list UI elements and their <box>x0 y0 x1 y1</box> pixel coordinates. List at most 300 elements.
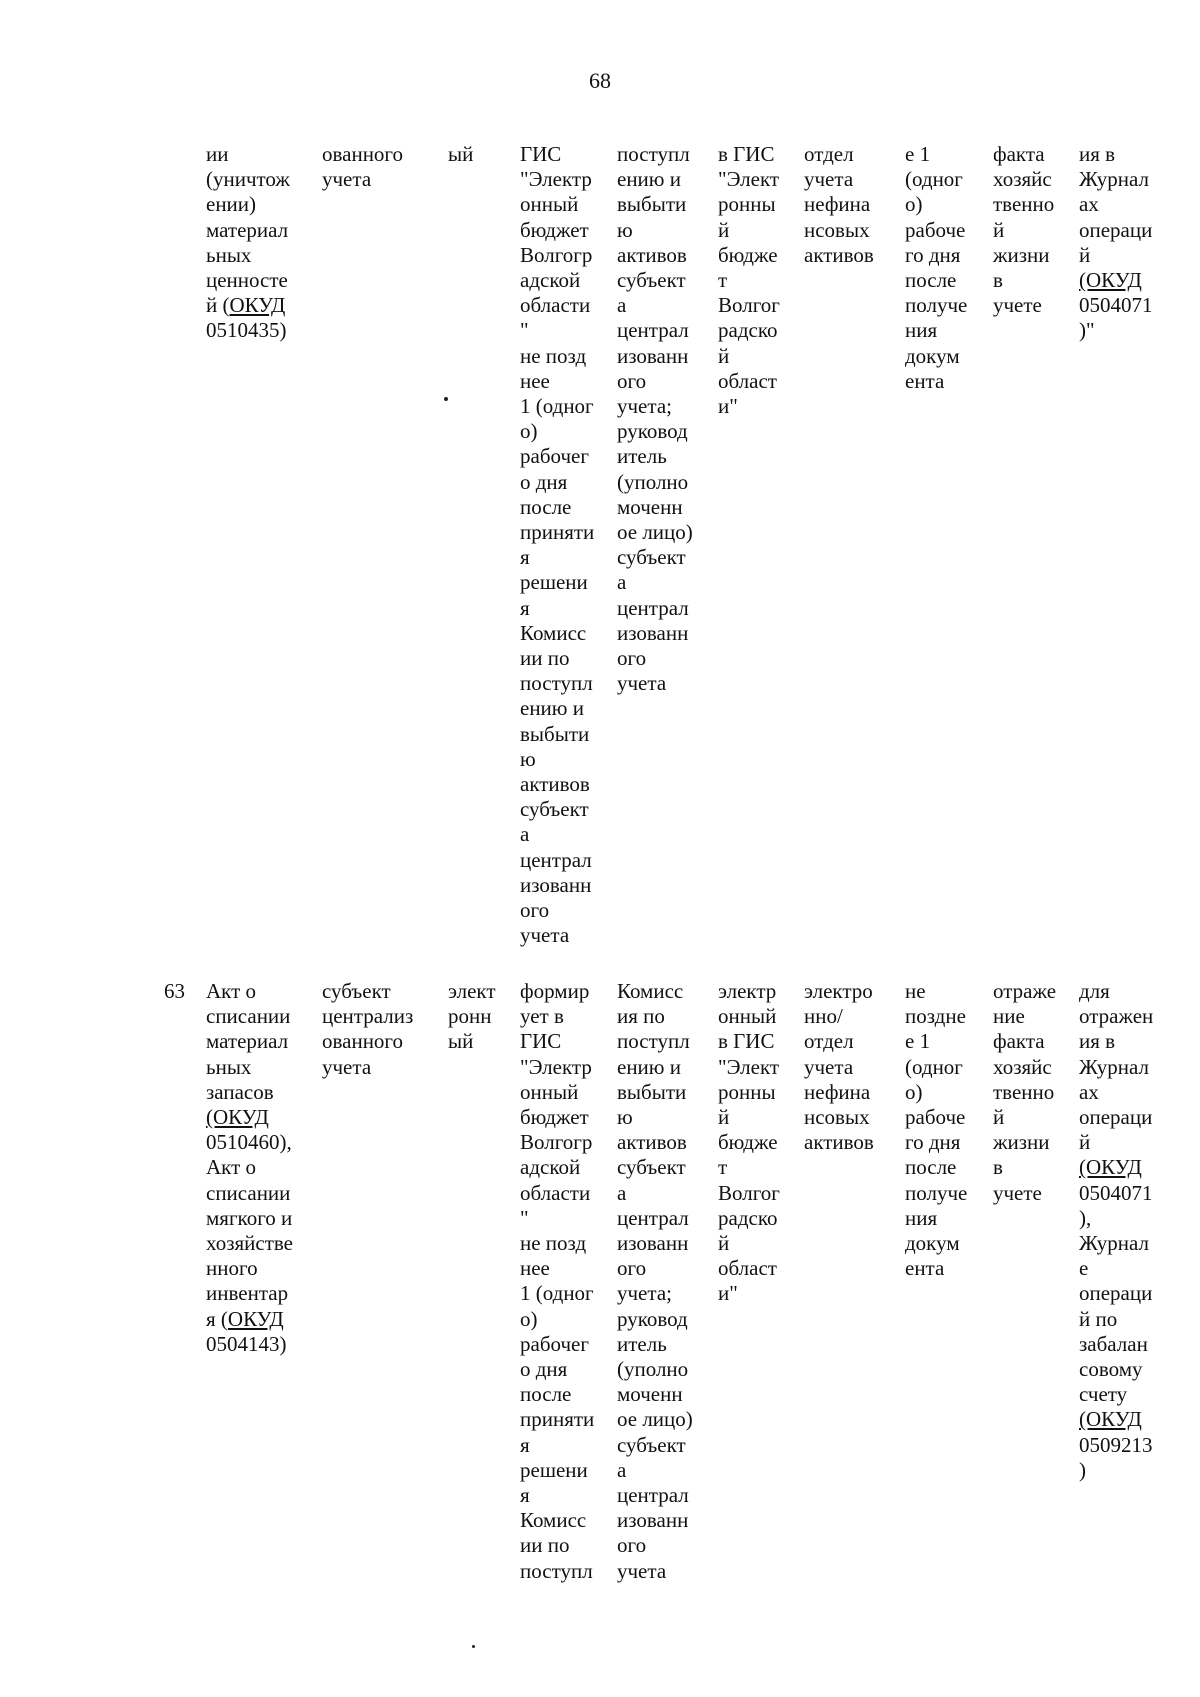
cell-line <box>520 898 594 923</box>
cell-text: списании <box>206 1004 291 1029</box>
cell-text: поступл <box>617 1029 690 1054</box>
cell-line <box>718 167 780 192</box>
cell-line <box>206 1080 293 1105</box>
cell-text: го дня <box>905 242 961 267</box>
cell-line <box>617 419 693 444</box>
cell-text: нсовых <box>804 217 870 242</box>
cell-text: централ <box>520 847 592 872</box>
cell-line <box>322 1029 413 1054</box>
cell-line <box>520 243 594 268</box>
cell-line <box>617 167 693 192</box>
cell-line <box>993 192 1054 217</box>
cell-line <box>905 167 967 192</box>
cell-line <box>206 142 290 167</box>
cell-line <box>993 1055 1056 1080</box>
cell-text: учета; <box>617 1281 672 1306</box>
cell-text: й ( <box>206 293 230 318</box>
cell-line <box>617 621 693 646</box>
cell-line <box>1079 1130 1153 1155</box>
cell-line <box>905 1256 967 1281</box>
cell-line <box>520 1155 594 1180</box>
cell-line <box>804 218 874 243</box>
cell-text: электро <box>804 979 873 1003</box>
cell-text: централ <box>617 595 689 620</box>
cell-line <box>718 218 780 243</box>
cell-text: бюджет <box>520 1105 589 1130</box>
cell-note <box>1079 142 1153 344</box>
cell-line <box>322 979 413 1004</box>
cell-text: факта <box>993 142 1045 166</box>
cell-line <box>617 495 693 520</box>
cell-text: ого <box>617 1533 647 1558</box>
cell-line <box>520 621 594 646</box>
cell-text: рабоче <box>905 217 966 242</box>
cell-line <box>905 344 967 369</box>
cell-line <box>617 1357 693 1382</box>
cell-text: й <box>718 343 730 368</box>
cell-line <box>993 268 1054 293</box>
cell-line <box>617 1155 693 1180</box>
cell-line <box>206 1332 293 1357</box>
cell-line <box>520 848 594 873</box>
cell-line <box>617 1483 693 1508</box>
cell-purpose <box>993 979 1056 1206</box>
cell-line <box>206 1281 293 1306</box>
cell-text: итель <box>617 1331 667 1356</box>
cell-line <box>448 1029 496 1054</box>
cell-text: област <box>718 368 777 393</box>
cell-text: субъект <box>617 1155 686 1180</box>
cell-line <box>718 1206 780 1231</box>
cell-line <box>905 1181 967 1206</box>
cell-line <box>617 369 693 394</box>
cell-text: ованного <box>322 1029 404 1054</box>
cell-line <box>617 1407 693 1432</box>
cell-line <box>1079 1055 1153 1080</box>
cell-line <box>206 1206 293 1231</box>
cell-line <box>1079 192 1153 217</box>
cell-line <box>617 1206 693 1231</box>
cell-line <box>520 520 594 545</box>
cell-text: изованн <box>520 872 592 897</box>
cell-line <box>718 1130 780 1155</box>
cell-text: учета <box>804 167 854 192</box>
cell-line <box>993 1080 1056 1105</box>
cell-text: после <box>520 494 572 519</box>
cell-line <box>520 369 594 394</box>
cell-text: не позд <box>520 1231 587 1256</box>
cell-line <box>520 671 594 696</box>
cell-line <box>718 394 780 419</box>
cell-text: рабочег <box>520 444 589 469</box>
cell-text: выбыти <box>617 192 687 217</box>
cell-line <box>617 268 693 293</box>
cell-text: области <box>520 293 591 318</box>
cell-line <box>617 1433 693 1458</box>
cell-line <box>718 1281 780 1306</box>
cell-line <box>993 142 1054 167</box>
cell-text: Комисс <box>520 620 587 645</box>
cell-line <box>206 1105 293 1130</box>
cell-text: централ <box>617 1205 689 1230</box>
cell-text: моченн <box>617 1382 683 1407</box>
cell-line <box>520 1206 594 1231</box>
cell-text: (уничтож <box>206 167 290 192</box>
cell-line <box>520 772 594 797</box>
cell-transfer-term <box>905 979 967 1281</box>
cell-text: ГИС <box>520 142 562 166</box>
cell-line <box>617 218 693 243</box>
cell-text: радско <box>718 318 778 343</box>
cell-text: жизни <box>993 242 1050 267</box>
cell-text: "Элект <box>718 167 780 192</box>
cell-line <box>1079 1307 1153 1332</box>
cell-text: изованн <box>617 620 689 645</box>
cell-text: элект <box>448 979 496 1003</box>
cell-line <box>718 1256 780 1281</box>
cell-text: й <box>718 217 730 242</box>
cell-text: субъект <box>322 979 391 1003</box>
cell-text: субъект <box>520 797 589 822</box>
cell-line <box>804 142 874 167</box>
cell-text: о) <box>520 1306 538 1331</box>
cell-line <box>617 646 693 671</box>
cell-line <box>617 1533 693 1558</box>
cell-text: решени <box>520 570 588 595</box>
cell-line <box>718 192 780 217</box>
cell-line <box>617 293 693 318</box>
cell-text: о) <box>905 192 923 217</box>
cell-line <box>993 1130 1056 1155</box>
cell-line <box>520 1533 594 1558</box>
cell-line <box>905 1105 967 1130</box>
cell-line <box>718 1155 780 1180</box>
cell-line <box>993 293 1054 318</box>
cell-line <box>617 1105 693 1130</box>
cell-transfer-term <box>905 142 967 394</box>
cell-line <box>804 243 874 268</box>
cell-text: 0504071 <box>1079 1180 1153 1205</box>
cell-text: в ГИС <box>718 1029 775 1054</box>
cell-line <box>520 470 594 495</box>
cell-text: поздне <box>905 1004 966 1029</box>
cell-line <box>206 1004 293 1029</box>
cell-text: мягкого и <box>206 1205 293 1230</box>
cell-text: приняти <box>520 1407 595 1432</box>
cell-line <box>520 1004 594 1029</box>
cell-text: учета <box>520 923 570 948</box>
cell-line <box>1079 1332 1153 1357</box>
cell-line <box>617 1055 693 1080</box>
cell-line <box>520 1281 594 1306</box>
page-number: 68 <box>589 68 611 93</box>
cell-line <box>617 596 693 621</box>
cell-line <box>617 1004 693 1029</box>
cell-line <box>617 1508 693 1533</box>
cell-line <box>617 1029 693 1054</box>
cell-line <box>1079 1004 1153 1029</box>
cell-text: ах <box>1079 192 1099 217</box>
cell-deadline <box>520 979 594 1584</box>
cell-text: получе <box>905 1180 968 1205</box>
cell-line <box>718 142 780 167</box>
cell-line <box>520 1332 594 1357</box>
cell-place <box>804 142 874 268</box>
cell-text: т <box>718 1155 728 1180</box>
cell-text: ого <box>617 1256 647 1281</box>
cell-text: ении) <box>206 192 257 217</box>
cell-line <box>448 142 473 167</box>
cell-text: и" <box>718 394 738 419</box>
cell-text: отдел <box>804 142 854 166</box>
cell-text: и" <box>718 1281 738 1306</box>
cell-text: субъект <box>617 1432 686 1457</box>
cell-purpose <box>993 142 1054 318</box>
cell-text: операци <box>1079 1105 1153 1130</box>
cell-text: ое лицо) <box>617 1407 693 1432</box>
cell-text: 0510435) <box>206 318 287 343</box>
cell-line <box>905 293 967 318</box>
cell-line <box>804 1105 874 1130</box>
cell-executor <box>617 979 693 1584</box>
cell-text: бюдже <box>718 242 778 267</box>
okud-link-text: (ОКУД <box>206 1105 269 1130</box>
cell-line <box>718 1004 780 1029</box>
okud-link-text: ОКУД <box>229 293 286 318</box>
cell-text: докум <box>905 1231 960 1256</box>
cell-text: онный <box>520 1079 579 1104</box>
cell-line <box>617 1382 693 1407</box>
cell-line <box>617 1080 693 1105</box>
cell-line <box>206 167 290 192</box>
cell-line <box>905 142 967 167</box>
cell-text: "Элект <box>718 1054 780 1079</box>
cell-text: ии <box>206 142 229 166</box>
cell-line <box>206 192 290 217</box>
cell-text: нее <box>520 1256 550 1281</box>
cell-line <box>520 1483 594 1508</box>
cell-line <box>520 545 594 570</box>
cell-executor <box>617 142 693 696</box>
cell-line <box>617 570 693 595</box>
cell-line <box>905 1130 967 1155</box>
cell-text: нее <box>520 368 550 393</box>
cell-line <box>617 1181 693 1206</box>
cell-line <box>520 722 594 747</box>
cell-text: не <box>905 979 926 1003</box>
cell-text: счету <box>1079 1382 1128 1407</box>
cell-line <box>520 142 594 167</box>
cell-text: е <box>1079 1256 1089 1281</box>
cell-line <box>520 293 594 318</box>
cell-text: й <box>718 1231 730 1256</box>
cell-text: рабоче <box>905 1105 966 1130</box>
cell-text: ния <box>905 318 938 343</box>
cell-line <box>322 1004 413 1029</box>
cell-text: выбыти <box>520 721 590 746</box>
cell-text: Журнал <box>1079 1231 1150 1256</box>
cell-line <box>520 318 594 343</box>
cell-line <box>520 419 594 444</box>
cell-text: моченн <box>617 494 683 519</box>
cell-line <box>520 696 594 721</box>
cell-line <box>206 243 290 268</box>
cell-text: ого <box>617 646 647 671</box>
cell-responsible-party <box>322 142 403 192</box>
cell-text: активов <box>617 1130 687 1155</box>
cell-text: поступл <box>617 142 690 166</box>
cell-line <box>206 1256 293 1281</box>
cell-line <box>617 1332 693 1357</box>
cell-text: )" <box>1079 318 1095 343</box>
cell-text: ) <box>1079 1457 1086 1482</box>
cell-text: а <box>520 822 530 847</box>
cell-line <box>206 1155 293 1180</box>
cell-text: 1 (одног <box>520 394 594 419</box>
cell-line <box>804 979 874 1004</box>
cell-text: област <box>718 1256 777 1281</box>
cell-line <box>520 344 594 369</box>
cell-line <box>322 142 403 167</box>
cell-line <box>718 344 780 369</box>
cell-line <box>1079 218 1153 243</box>
cell-line <box>520 1231 594 1256</box>
cell-text: в <box>993 268 1003 293</box>
cell-text: поступл <box>520 1558 593 1583</box>
cell-text: ый <box>448 142 474 166</box>
cell-text: электр <box>718 979 777 1003</box>
cell-line <box>905 1231 967 1256</box>
cell-text: инвентар <box>206 1281 289 1306</box>
cell-line <box>617 243 693 268</box>
cell-line <box>905 1155 967 1180</box>
cell-text: бюджет <box>520 217 589 242</box>
cell-text: Журнал <box>1079 1054 1150 1079</box>
okud-link-text: (ОКУД <box>1079 1155 1142 1180</box>
cell-text: ению и <box>617 167 681 192</box>
cell-line <box>905 243 967 268</box>
cell-line <box>905 979 967 1004</box>
cell-text: приняти <box>520 520 595 545</box>
cell-line <box>804 192 874 217</box>
cell-text: ого <box>520 898 550 923</box>
cell-line <box>993 167 1054 192</box>
cell-text: централ <box>617 318 689 343</box>
cell-line <box>206 1231 293 1256</box>
cell-text: а <box>617 570 627 595</box>
cell-text: ует в <box>520 1004 564 1029</box>
cell-line <box>718 243 780 268</box>
cell-text: Акт о <box>206 979 257 1003</box>
cell-text: ению и <box>520 696 584 721</box>
cell-line <box>1079 167 1153 192</box>
cell-text: ронн <box>448 1004 492 1029</box>
cell-text: онный <box>520 192 579 217</box>
cell-line <box>993 243 1054 268</box>
cell-text: ГИС <box>520 1029 562 1054</box>
cell-text: ), <box>1079 1205 1092 1230</box>
cell-line <box>718 1181 780 1206</box>
cell-line <box>905 218 967 243</box>
cell-text: 1 (одног <box>520 1281 594 1306</box>
cell-text: адской <box>520 1155 581 1180</box>
cell-text: ценносте <box>206 268 288 293</box>
cell-line <box>993 979 1056 1004</box>
cell-text: я <box>520 595 530 620</box>
cell-text: адской <box>520 268 581 293</box>
cell-text: операци <box>1079 217 1153 242</box>
cell-line <box>617 1231 693 1256</box>
cell-text: изованн <box>617 1231 689 1256</box>
cell-line <box>804 1055 874 1080</box>
cell-line <box>206 218 290 243</box>
cell-text: отдел <box>804 1029 854 1054</box>
cell-text: нсовых <box>804 1105 870 1130</box>
cell-text: я <box>520 1432 530 1457</box>
row-number: 63 <box>164 979 185 1003</box>
cell-line <box>617 979 693 1004</box>
cell-line <box>718 293 780 318</box>
cell-line <box>520 1508 594 1533</box>
cell-line <box>617 1256 693 1281</box>
cell-line <box>1079 1382 1153 1407</box>
cell-text: нного <box>206 1256 258 1281</box>
cell-text: после <box>520 1382 572 1407</box>
cell-text: ента <box>905 368 945 393</box>
cell-line <box>905 268 967 293</box>
cell-text: изованн <box>617 1508 689 1533</box>
cell-text: отражен <box>1079 1004 1154 1029</box>
cell-text: ии по <box>520 646 570 671</box>
cell-deadline <box>520 142 594 949</box>
cell-text: Волгог <box>718 293 780 318</box>
cell-line <box>1079 268 1153 293</box>
cell-line <box>617 394 693 419</box>
cell-recipient <box>718 979 780 1307</box>
cell-line <box>617 520 693 545</box>
cell-text: не позд <box>520 343 587 368</box>
cell-text: о дня <box>520 469 568 494</box>
cell-line <box>520 394 594 419</box>
cell-line <box>520 1080 594 1105</box>
cell-text: Акт о <box>206 1155 257 1180</box>
cell-line <box>520 1559 594 1584</box>
cell-line <box>206 1307 293 1332</box>
cell-text: учета; <box>617 394 672 419</box>
cell-text: в ГИС <box>718 142 775 166</box>
cell-text: ия в <box>1079 142 1116 166</box>
cell-text: я <box>520 545 530 570</box>
cell-line <box>905 369 967 394</box>
cell-line <box>520 1357 594 1382</box>
cell-text: субъект <box>617 268 686 293</box>
cell-line <box>1079 1206 1153 1231</box>
cell-line <box>718 1105 780 1130</box>
cell-text: субъект <box>617 545 686 570</box>
cell-recipient <box>718 142 780 419</box>
cell-text: нефина <box>804 192 871 217</box>
cell-text: ах <box>1079 1079 1099 1104</box>
cell-text: т <box>718 268 728 293</box>
cell-text: в <box>993 1155 1003 1180</box>
cell-line <box>617 470 693 495</box>
cell-text: ние <box>993 1004 1025 1029</box>
cell-text: о дня <box>520 1357 568 1382</box>
cell-text: получе <box>905 293 968 318</box>
cell-text: активов <box>804 1130 874 1155</box>
cell-text: активов <box>804 242 874 267</box>
cell-text: Волгогр <box>520 242 593 267</box>
